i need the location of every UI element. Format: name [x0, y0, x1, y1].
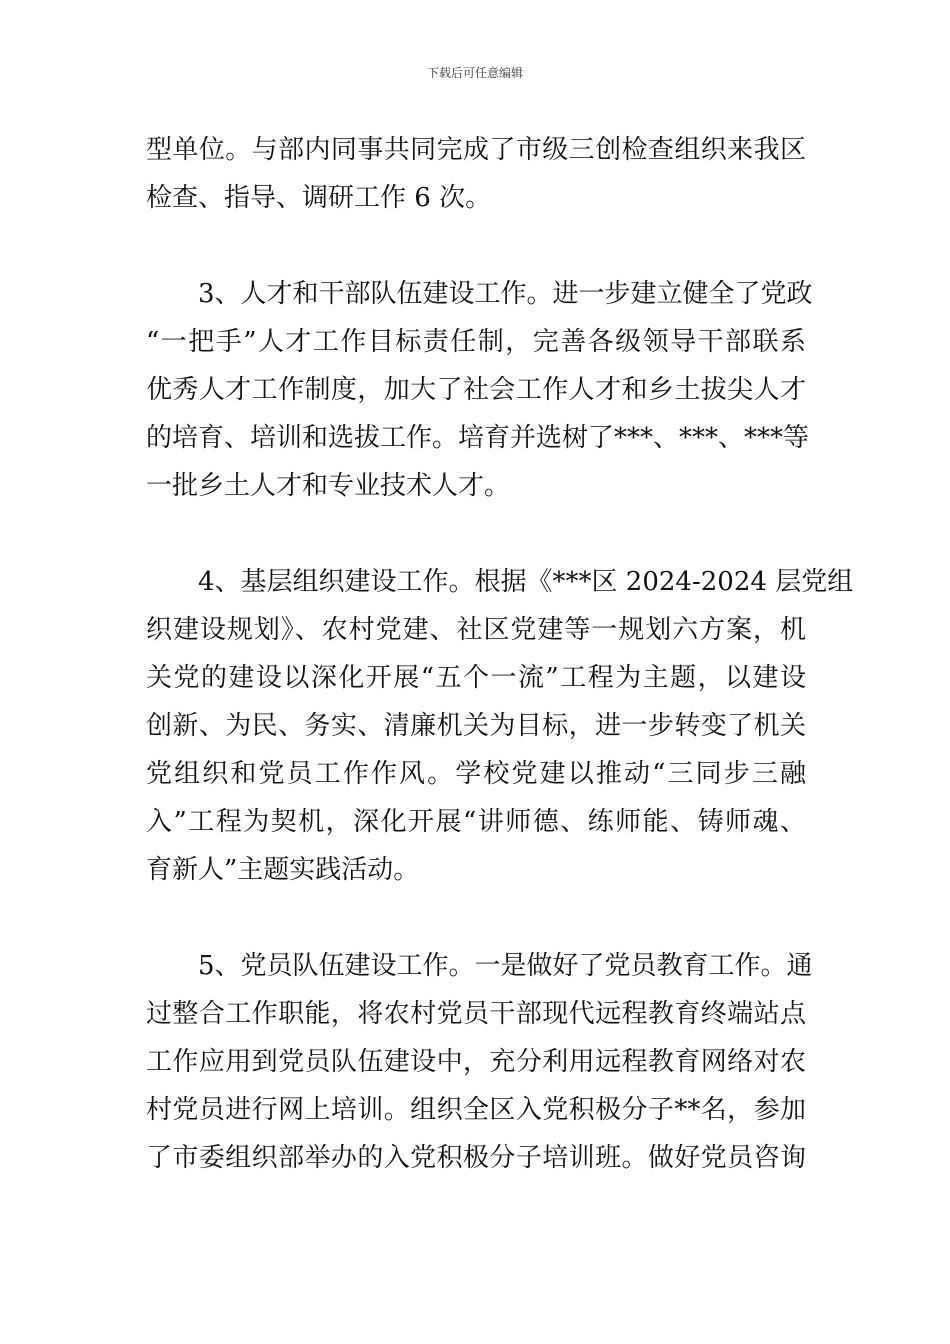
text-line: 型单位。与部内同事共同完成了市级三创检查组织来我区: [146, 135, 806, 165]
text-line: 优秀人才工作制度，加大了社会工作人才和乡土拔尖人才: [146, 375, 806, 405]
paragraph-spacer: [146, 222, 806, 270]
text-line: “一把手”人才工作目标责任制，完善各级领导干部联系: [146, 327, 806, 357]
paragraph-talent-team: [146, 270, 813, 510]
text-line: 的培育、培训和选拔工作。培育并选树了***、***、***等: [146, 423, 810, 453]
text-line: 一批乡土人才和专业技术人才。: [146, 471, 511, 501]
text-line: 过整合工作职能，将农村党员干部现代远程教育终端站点: [146, 999, 806, 1029]
paragraph-spacer: [146, 894, 806, 942]
text-line: 检查、指导、调研工作 6 次。: [146, 183, 492, 213]
page-header: 下载后可任意编辑: [426, 66, 523, 80]
text-line: 入”工程为契机，深化开展“讲师德、练师能、铸师魂、: [146, 807, 806, 837]
paragraph-party-member-team: [146, 942, 813, 1182]
paragraph-spacer: [146, 510, 806, 558]
text-line: 工作应用到党员队伍建设中，充分利用远程教育网络对农: [146, 1047, 806, 1077]
paragraph-continuation: [146, 126, 806, 222]
paragraph-grassroots-organization: [146, 558, 854, 894]
text-line: 党组织和党员工作作风。学校党建以推动“三同步三融: [146, 759, 806, 789]
document-body: [146, 126, 854, 1182]
text-line: 织建设规划》、农村党建、社区党建等一规划六方案，机: [146, 615, 806, 645]
text-line: 创新、为民、务实、清廉机关为目标，进一步转变了机关: [146, 711, 806, 741]
text-line: 村党员进行网上培训。组织全区入党积极分子**名，参加: [146, 1095, 806, 1125]
text-line: 4、基层组织建设工作。根据《***区 2024-2024 层党组: [198, 567, 854, 597]
text-line: 5、党员队伍建设工作。一是做好了党员教育工作。通: [198, 951, 813, 981]
text-line: 关党的建设以深化开展“五个一流”工程为主题，以建设: [146, 663, 806, 693]
text-line: 了市委组织部举办的入党积极分子培训班。做好党员咨询: [146, 1143, 806, 1173]
text-line: 3、人才和干部队伍建设工作。进一步建立健全了党政: [198, 279, 813, 309]
text-line: 育新人”主题实践活动。: [146, 855, 420, 885]
